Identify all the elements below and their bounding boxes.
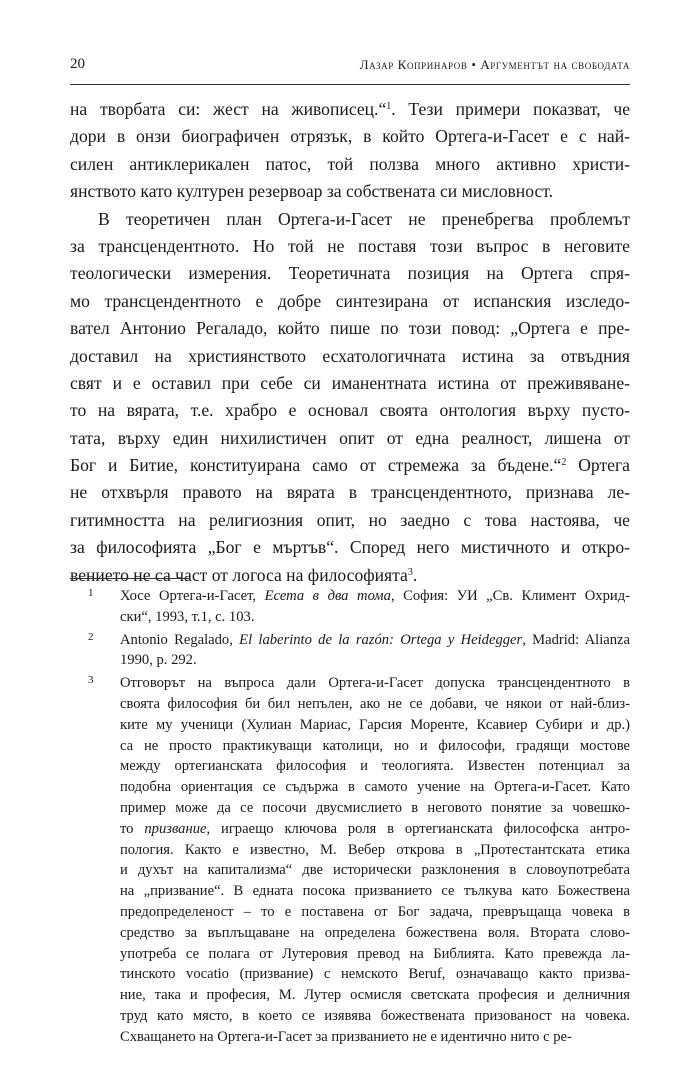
page-header: [70, 52, 630, 85]
text-line: теологически измерения. Теоретичната позиция на Ортега спря-: [70, 263, 630, 284]
text-line: не отхвърля правото на вярата в трансцендентното, признава ле-: [70, 482, 630, 503]
main-text: [70, 96, 630, 589]
footnote-number: 3: [88, 674, 94, 687]
text-line: янството като културен резервоар за собствената си мисловност.: [70, 181, 554, 202]
footnote-line: подобна ориентация се съдържа в самото учение на Ортега-и-Гасет. Като: [120, 779, 630, 796]
running-head: Лазар Копринаров • Аргументът на свободата: [359, 57, 630, 72]
footnotes-section: [70, 586, 630, 1050]
footnote-ref: 3: [407, 566, 413, 578]
footnote-number: 1: [88, 587, 94, 599]
footnote-line: 1990, p. 292.: [120, 652, 197, 669]
footnote-line: употреба се полага от Лутеровия превод на Библията. Като превежда ла-: [120, 945, 630, 962]
footnote-line: на „призвание“. В едната посока призванието се тълкува като Божествена: [120, 883, 630, 900]
text-line: за философията „Бог е мъртъв“. Според него мистичното и откро-: [70, 537, 630, 558]
text-line: Бог и Битие, конституирана само от стремежа за бъдене.“$^2$ Ортега: [70, 455, 630, 476]
footnote-line: Хосе Ортега-и-Гасет, Есета в два тома, София: УИ „Св. Климент Охрид-: [120, 588, 630, 604]
footnote-line: то призвание, играещо ключова роля в ортегианската философска антро-: [120, 820, 630, 837]
text-line: В теоретичен план Ортега-и-Гасет не пренебрегва проблемът: [98, 208, 630, 229]
footnote-line: Схващането на Ортега-и-Гасет за призванието не е идентично нито с ре-: [120, 1028, 572, 1045]
paragraph-2: [70, 206, 630, 589]
text-line: на творбата си: жест на живописец.“$^1$. Тези примери показват, че: [70, 99, 630, 119]
footnote-number: 2: [88, 630, 94, 643]
footnote-divider: [70, 578, 190, 579]
footnote-line: ние, така и професия, М. Лутер осмисля светската професия и делничния: [120, 987, 630, 1004]
footnote-ref: 2: [561, 457, 567, 469]
text-line: дори в онзи биографичен отрязък, в който Ортега-и-Гасет е с най-: [70, 126, 630, 147]
footnote-line: пология. Както е известно, М. Вебер открова в „Протестантската етика: [120, 841, 630, 858]
footnote-line: ски“, 1993, т.1, с. 103.: [120, 608, 255, 625]
footnote-2: [70, 630, 630, 672]
footnote-line: своята философия би бил непълен, ако не се добави, че някои от най-близ-: [120, 695, 630, 712]
text-line: за трансцендентното. Но той не поставя този въпрос в неговите: [70, 235, 630, 256]
footnote-ref: 1: [386, 101, 392, 112]
footnote-1: [70, 586, 630, 628]
footnote-line: Antonio Regalado, El laberinto de la razón: Ortega y Heidegger, Madrid: Alianza: [120, 631, 630, 648]
footnote-line: между ортегианската философия и теологията. Известен потенциал за: [120, 758, 630, 775]
footnote-line: са не просто практикуващи католици, но и философи, градящи мостове: [120, 737, 630, 754]
text-line: гитимността на религиозния опит, но заедно с това настоява, че: [70, 509, 630, 530]
footnote-3: [70, 673, 630, 1047]
footnote-line: пример може да се посочи двусмислието в неговото понятие за човешко-: [120, 799, 630, 816]
footnote-line: средство за въплъщаване на определена божествена воля. Втората слово-: [120, 924, 630, 941]
text-line: то на вярата, т.е. храбро е основал своята онтология върху пусто-: [70, 400, 630, 421]
footnote-line: предопределеност – то е поставена от Бог задача, превръщаща човека в: [120, 903, 630, 920]
page-number: 20: [70, 56, 85, 72]
text-line: силен антиклерикален патос, той ползва много активно христи-: [70, 153, 630, 174]
text-line: вател Антонио Регаладо, който пише по този повод: „Ортега е пре-: [70, 318, 630, 339]
footnote-line: Отговорът на въпроса дали Ортега-и-Гасет допуска трансцендентното в: [120, 675, 630, 692]
paragraph-1: [70, 96, 630, 206]
footnote-line: и духът на капитализма“ две исторически разклонения в словоупотребата: [120, 862, 630, 879]
text-line: вението не са част от логоса на философията$^3$.: [70, 564, 418, 585]
footnote-line: ките му ученици (Хулиан Мариас, Гарсия Моренте, Ксавиер Субири и др.): [120, 716, 630, 733]
text-line: свят и е оставил при себе си иманентната истина от преживяване-: [70, 372, 630, 393]
footnote-line: тинското vocatio (призвание) с немското Beruf, означаващо както призва-: [120, 966, 630, 983]
footnote-line: труд като място, в което се изявява божествената призованост на човека.: [120, 1007, 630, 1024]
text-line: тата, върху един нихилистичен опит от една реалност, лишена от: [70, 427, 630, 448]
text-line: доставил на християнството есхатологичната истина за отвъдния: [70, 345, 630, 366]
text-line: мо трансцендентното е добре синтезирана от испанския изследо-: [70, 290, 630, 311]
